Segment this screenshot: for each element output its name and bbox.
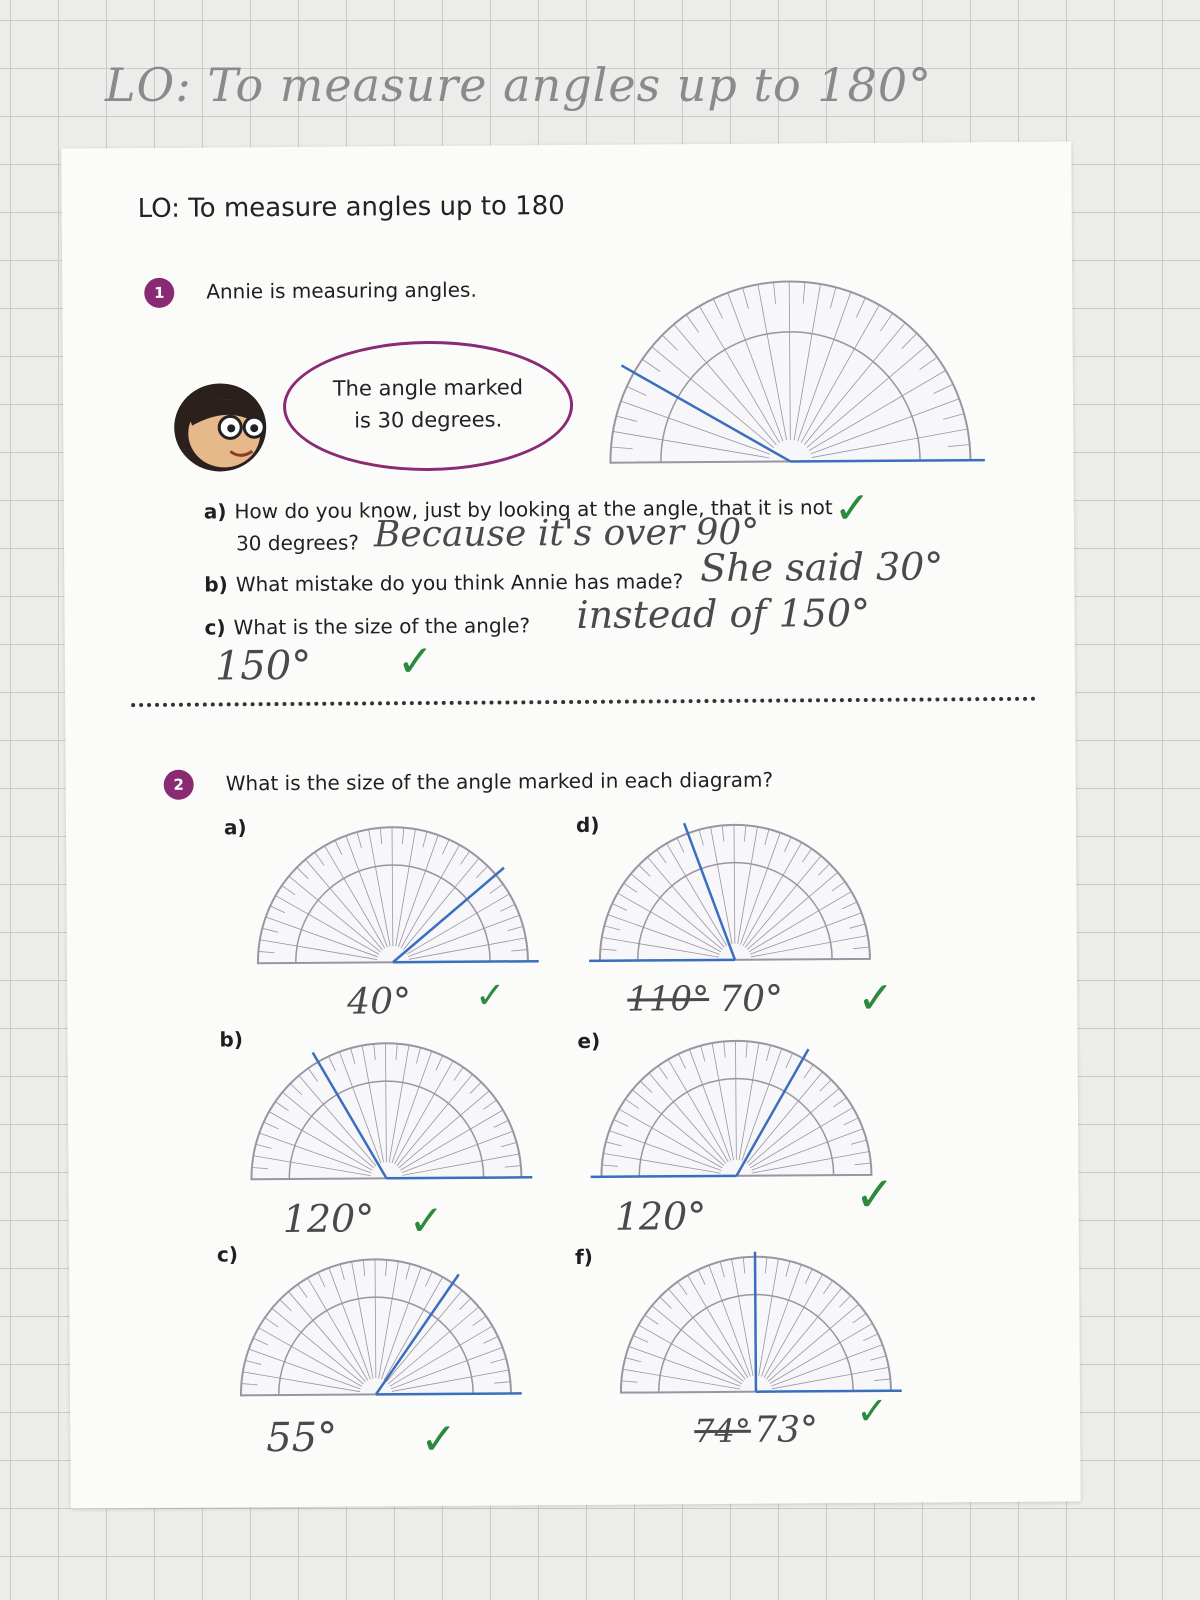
q2b-tick-icon: ✓ [408,1195,445,1246]
q2d-protractor [584,819,885,971]
speech-line-2: is 30 degrees. [354,407,503,433]
baseline-ray [386,1177,532,1178]
q2c-tick-icon: ✓ [420,1413,458,1466]
q2f-answer: 73° [754,1409,819,1451]
q2b-answer: 120° [282,1196,375,1242]
q2d-label: d) [575,812,600,837]
q1a-text: How do you know, just by looking at the angle, that it is not [234,495,833,524]
q1c-tick-icon: ✓ [396,635,434,688]
protractor-group [240,1258,522,1395]
question-1-badge: 1 [144,278,174,308]
q2c-protractor [225,1253,526,1405]
q2d-tick-icon: ✓ [857,972,895,1025]
q2e-protractor [585,1035,886,1187]
angle-ray [755,1251,756,1392]
q1b-text: What mistake do you think Annie has made? [235,569,684,597]
q2d-answer: 70° [719,978,784,1020]
q1b-answer-line2: instead of 150° [576,590,871,637]
q1a-label: a) [203,499,227,524]
q2d-crossed-answer: 110° [627,979,710,1020]
q2a-protractor [242,821,543,973]
q2f-protractor [605,1251,906,1403]
q1c-answer: 150° [214,642,312,690]
q2c-label: c) [216,1242,239,1267]
annie-character-icon [168,375,279,476]
protractor-group [257,826,539,963]
protractor-group [588,822,870,961]
baseline-ray [393,961,539,962]
q1-intro: Annie is measuring angles. [206,277,477,304]
q2f-crossed-answer: 74° [694,1411,752,1451]
protractor-group [620,1251,902,1393]
sheet-title: LO: To measure angles up to 180 [137,191,565,225]
section-divider [131,697,1036,707]
q2e-label: e) [577,1028,601,1053]
q1b-label: b) [204,572,228,597]
q2a-tick-icon: ✓ [475,975,506,1017]
worksheet [61,141,1080,1508]
q2f-label: f) [574,1244,593,1269]
q2b-protractor [235,1037,536,1189]
question-2-badge: 2 [164,770,194,800]
q2e-answer: 120° [614,1194,707,1239]
q2e-tick-icon: ✓ [854,1166,896,1224]
baseline-ray [591,1176,737,1177]
q1b-answer-line1: She said 30° [700,544,944,591]
protractor-group [609,280,985,463]
speech-bubble [283,340,574,472]
q1c-question [205,613,531,639]
baseline-ray [589,960,735,961]
q2c-answer: 55° [266,1414,338,1462]
q2-prompt: What is the size of the angle marked in each diagram? [225,767,774,796]
q2b-label: b) [219,1027,244,1052]
q2f-tick-icon: ✓ [855,1388,889,1434]
baseline-ray [376,1393,522,1394]
q1a-tick-icon: ✓ [833,482,871,535]
baseline-ray [790,460,984,461]
q1c-text: What is the size of the angle? [233,613,531,640]
notebook-heading: LO: To measure angles up to 180° [105,58,933,112]
speech-line-1: The angle marked [332,375,524,401]
q1a-question-line2: 30 degrees? [235,530,360,556]
q1-protractor [574,260,1005,473]
q1c-label: c) [204,615,226,640]
q2a-answer: 40° [347,981,412,1023]
protractor-group [251,1042,533,1179]
protractor-group [590,1040,872,1177]
q2a-label: a) [223,815,247,840]
q1a-answer: Because it's over 90° [373,511,760,556]
